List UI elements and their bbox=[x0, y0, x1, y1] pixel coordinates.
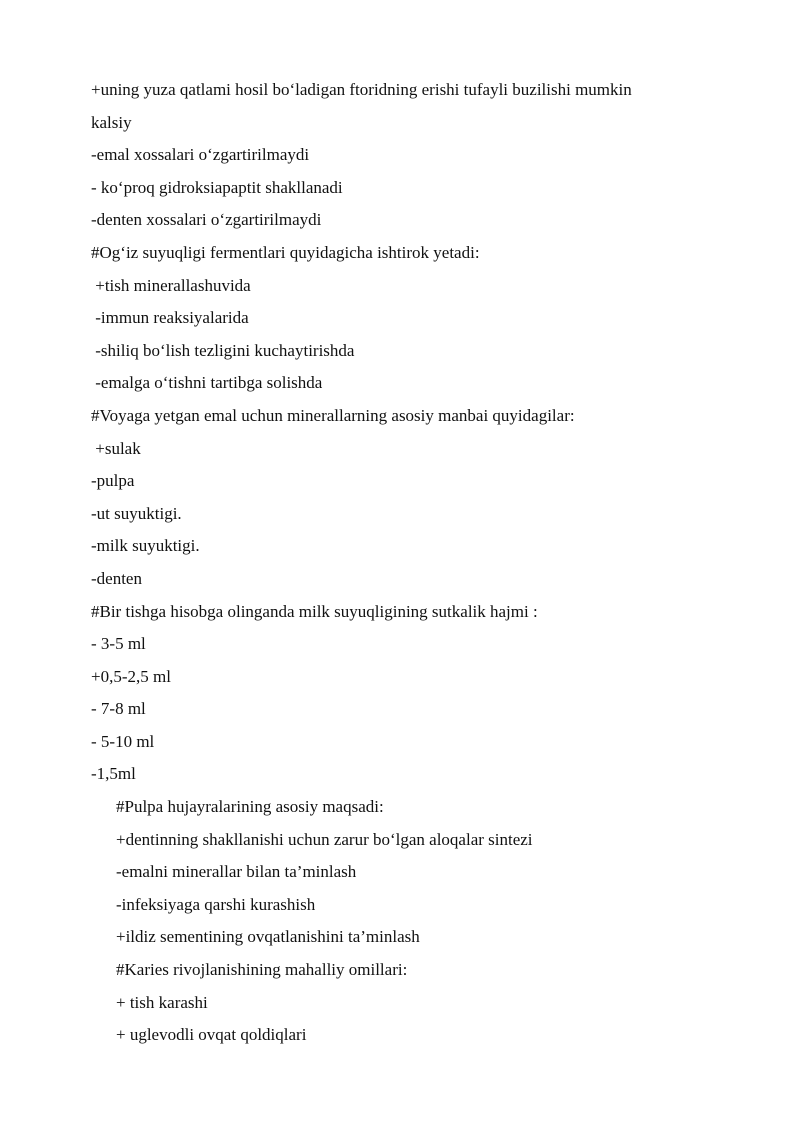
text-line: -pulpa bbox=[91, 471, 135, 491]
text-line: +sulak bbox=[91, 438, 141, 458]
text-line: -emal xossalari oʻzgartirilmaydi bbox=[91, 145, 310, 165]
text-line: +tish minerallashuvida bbox=[91, 275, 251, 295]
question-line: #Bir tishga hisobga olinganda milk suyuqligining sutkalik hajmi : bbox=[91, 601, 538, 621]
question-line: #Voyaga yetgan emal uchun minerallarning asosiy manbai quyidagilar: bbox=[91, 405, 575, 425]
text-line: -denten bbox=[91, 568, 142, 588]
question-line: #Karies rivojlanishining mahalliy omillari: bbox=[116, 960, 408, 980]
text-line: -infeksiyaga qarshi kurashish bbox=[116, 894, 316, 914]
text-line: +ildiz sementining ovqatlanishini ta’minlash bbox=[116, 927, 420, 947]
text-line: - 7-8 ml bbox=[91, 699, 146, 719]
text-line: -shiliq boʻlish tezligini kuchaytirishda bbox=[91, 340, 355, 360]
text-line: - koʻproq gidroksiapaptit shakllanadi bbox=[91, 177, 343, 197]
text-line: -ut suyuktigi. bbox=[91, 503, 182, 523]
text-line: + tish karashi bbox=[116, 992, 208, 1012]
text-line: +dentinning shakllanishi uchun zarur boʻlgan aloqalar sintezi bbox=[116, 829, 533, 849]
text-line: -emalni minerallar bilan ta’minlash bbox=[116, 862, 357, 882]
text-line: kalsiy bbox=[91, 112, 132, 132]
text-line: +0,5-2,5 ml bbox=[91, 666, 171, 686]
text-line: -denten xossalari oʻzgartirilmaydi bbox=[91, 210, 322, 230]
text-line: -milk suyuktigi. bbox=[91, 536, 200, 556]
text-line: +uning yuza qatlami hosil boʻladigan ftoridning erishi tufayli buzilishi mumkin bbox=[91, 80, 632, 99]
text-line: - 3-5 ml bbox=[91, 634, 146, 654]
text-line: -immun reaksiyalarida bbox=[91, 308, 249, 328]
text-line: -1,5ml bbox=[91, 764, 136, 784]
question-line: #Ogʻiz suyuqligi fermentlari quyidagicha ishtirok yetadi: bbox=[91, 242, 480, 262]
question-line: #Pulpa hujayralarining asosiy maqsadi: bbox=[116, 797, 384, 817]
text-line: -emalga oʻtishni tartibga solishda bbox=[91, 373, 323, 393]
text-line: - 5-10 ml bbox=[91, 731, 155, 751]
text-body bbox=[0, 74, 800, 1052]
text-line: + uglevodli ovqat qoldiqlari bbox=[116, 1025, 307, 1045]
